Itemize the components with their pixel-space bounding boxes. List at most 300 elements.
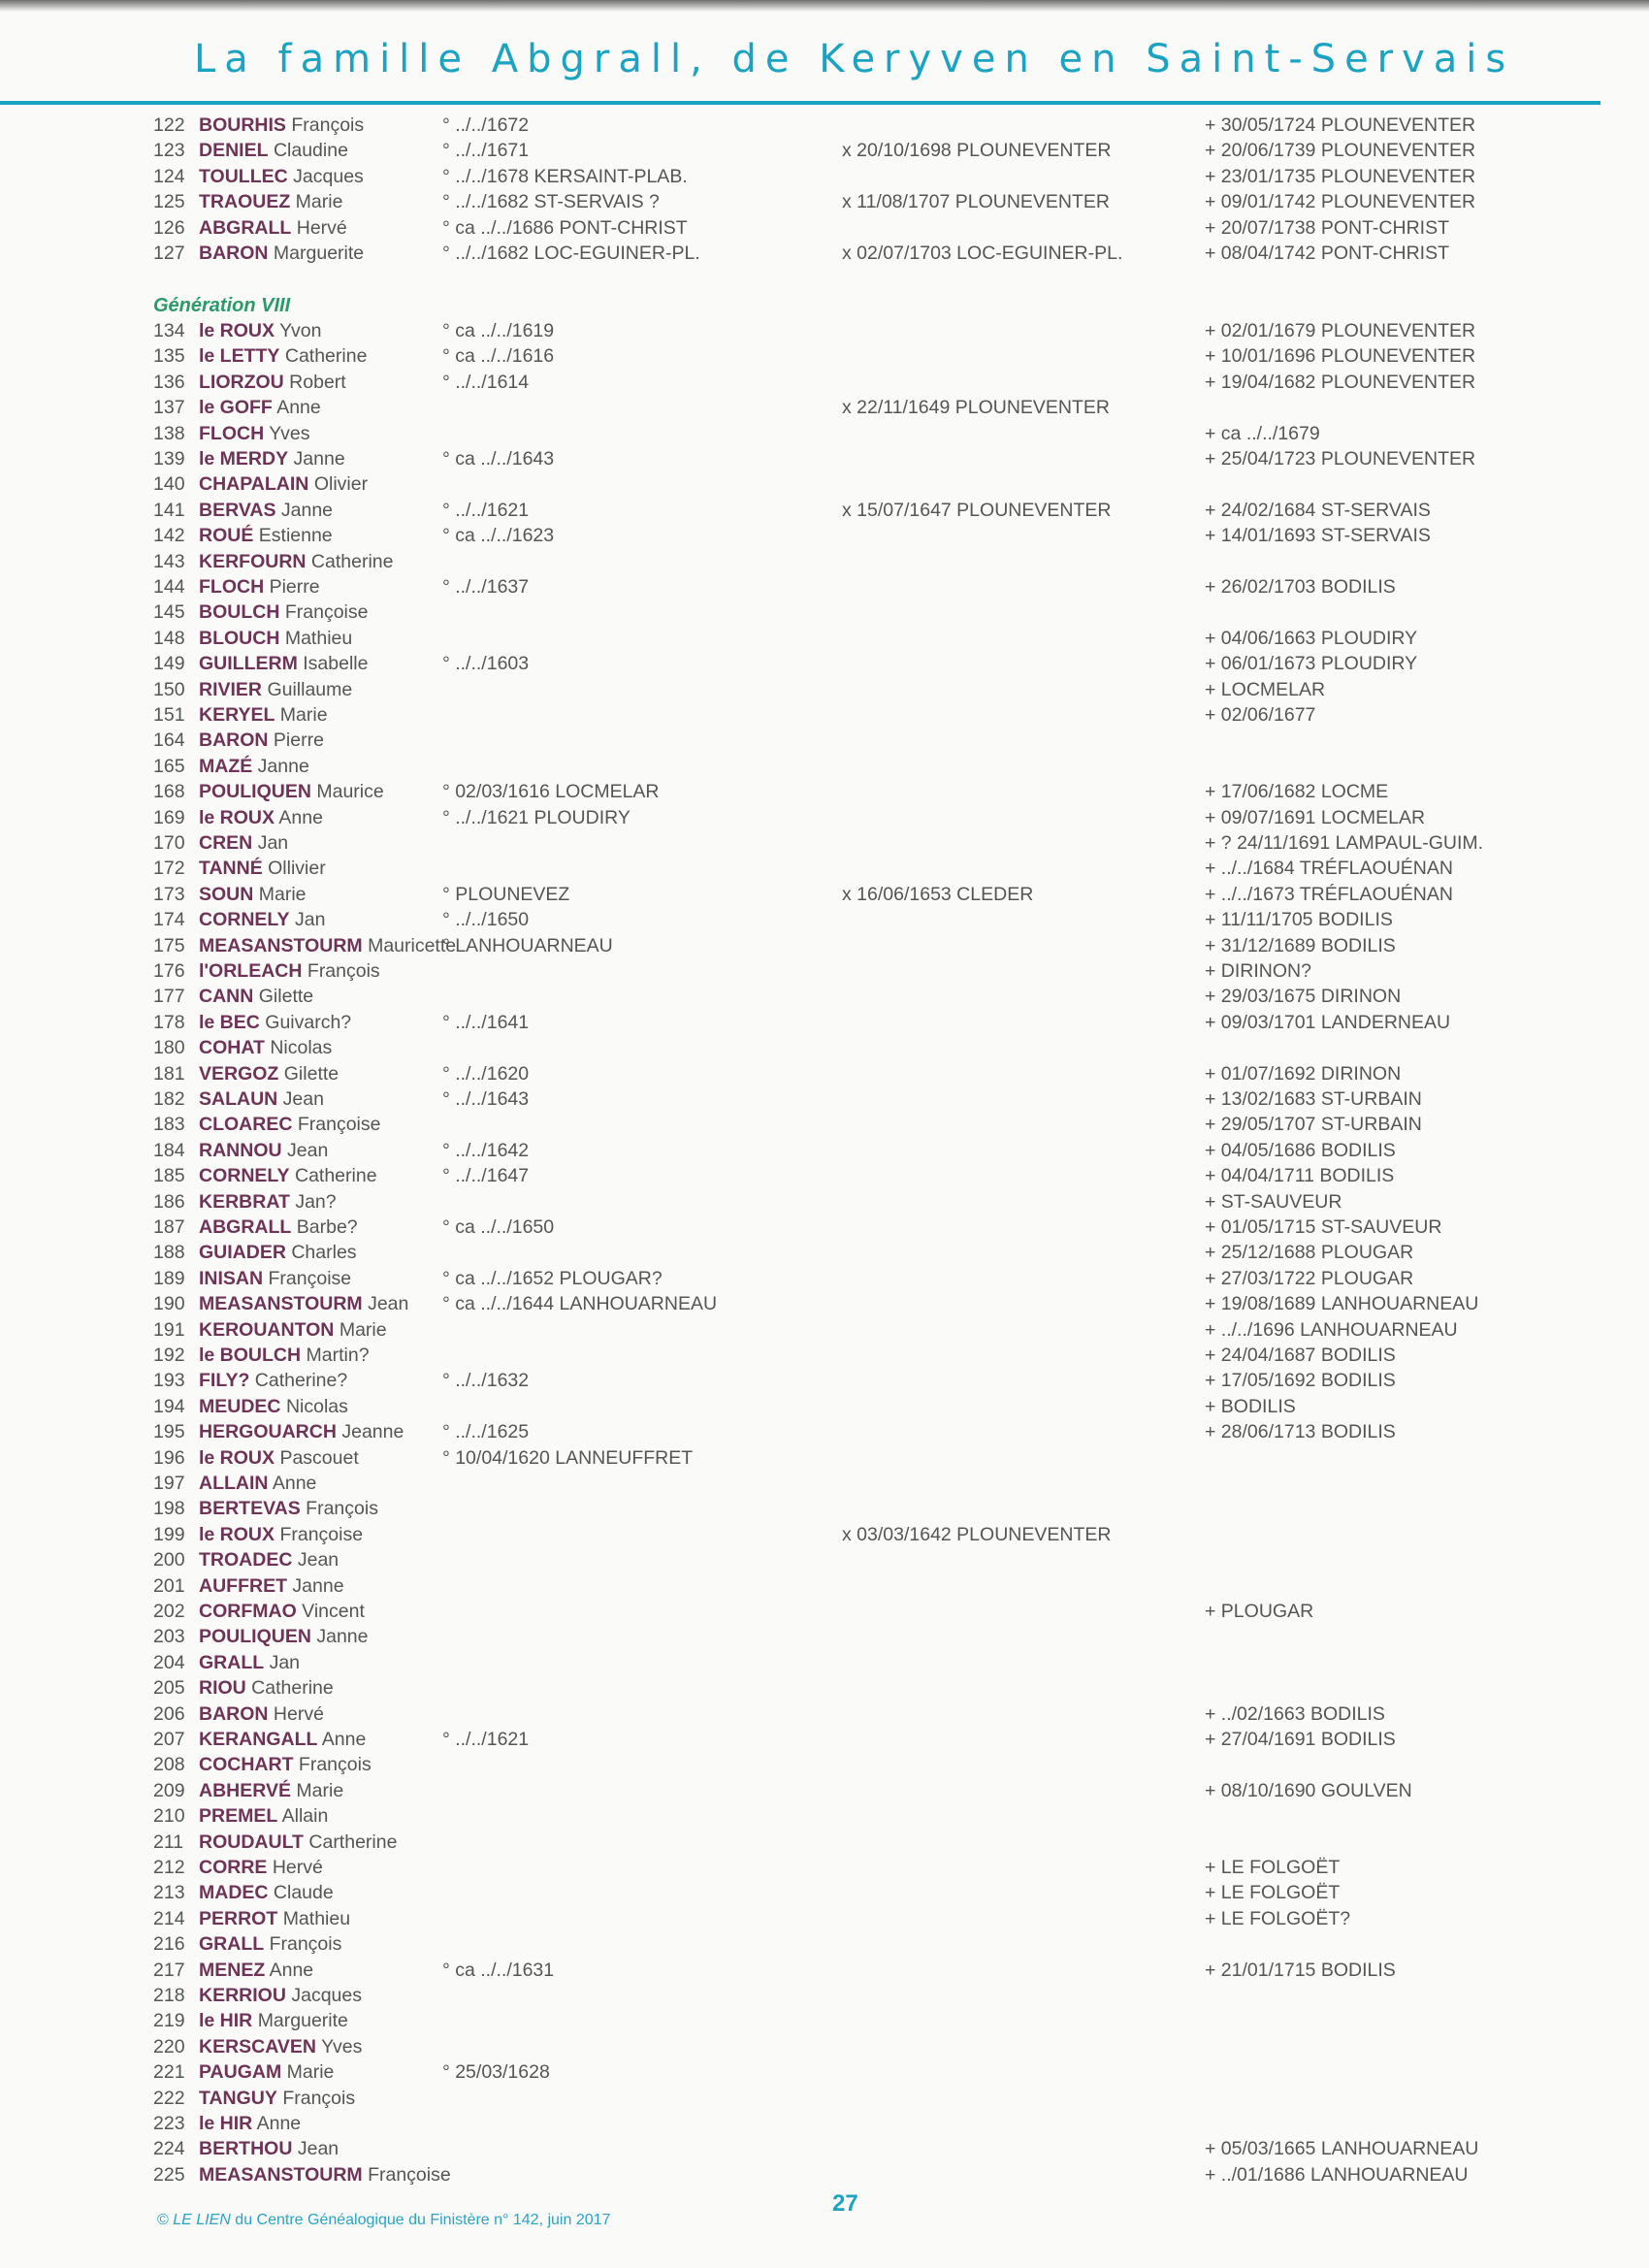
given-name: Jan bbox=[269, 1651, 301, 1673]
birth-info: ° ../../1621 bbox=[442, 499, 530, 521]
given-name: Hervé bbox=[296, 216, 347, 239]
marriage-info: x 16/06/1653 CLEDER bbox=[842, 883, 1034, 905]
death-info: + LOCMELAR bbox=[1205, 678, 1326, 700]
person-name bbox=[199, 1855, 323, 1880]
given-name: Barbe? bbox=[296, 1216, 358, 1238]
given-name: Anne bbox=[256, 2113, 302, 2134]
person-name bbox=[199, 2059, 334, 2085]
person-name bbox=[199, 1317, 387, 1343]
person-name bbox=[199, 1599, 365, 1624]
given-name: François bbox=[298, 1754, 372, 1776]
death-info: + ../../1673 TRÉFLAOUÉNAN bbox=[1205, 883, 1453, 905]
death-info: + ../02/1663 BODILIS bbox=[1205, 1702, 1385, 1725]
death-info: + DIRINON? bbox=[1205, 960, 1311, 982]
given-name: Yvon bbox=[279, 320, 322, 341]
birth-info: ° ../../1671 bbox=[442, 140, 530, 162]
surname: BERTHOU bbox=[199, 2138, 293, 2160]
surname: CLOAREC bbox=[199, 1114, 293, 1136]
surname: SOUN bbox=[199, 883, 254, 905]
person-name bbox=[199, 754, 309, 779]
person-name bbox=[199, 2008, 348, 2033]
given-name: Hervé bbox=[273, 1702, 324, 1725]
given-name: Jacques bbox=[291, 1985, 362, 2006]
birth-info: ° ../../1641 bbox=[442, 1011, 530, 1033]
person-name bbox=[199, 2136, 339, 2161]
death-info: + 30/05/1724 PLOUNEVENTER bbox=[1205, 114, 1476, 136]
person-name bbox=[199, 2111, 301, 2136]
row-number: 144 bbox=[153, 576, 185, 598]
person-name bbox=[199, 549, 393, 574]
death-info: + 05/03/1665 LANHOUARNEAU bbox=[1205, 2138, 1479, 2160]
person-name bbox=[199, 318, 321, 343]
death-info: + 20/07/1738 PONT-CHRIST bbox=[1205, 216, 1449, 239]
surname: TRAOUEZ bbox=[199, 191, 291, 213]
given-name: Claude bbox=[273, 1882, 334, 1904]
person-name bbox=[199, 984, 313, 1009]
publication-details: du Centre Généalogique du Finistère n° 142, juin 2017 bbox=[235, 2212, 611, 2228]
row-number: 139 bbox=[153, 448, 185, 470]
death-info: + 09/01/1742 PLOUNEVENTER bbox=[1205, 191, 1476, 213]
row-number: 221 bbox=[153, 2061, 185, 2084]
death-info: + PLOUGAR bbox=[1205, 1601, 1314, 1622]
death-info: + ../01/1686 LANHOUARNEAU bbox=[1205, 2163, 1469, 2186]
surname: INISAN bbox=[199, 1267, 264, 1289]
surname: CORNELY bbox=[199, 1165, 290, 1187]
death-info: + ? 24/11/1691 LAMPAUL-GUIM. bbox=[1205, 832, 1484, 854]
surname: KERYEL bbox=[199, 704, 275, 726]
row-number: 224 bbox=[153, 2138, 185, 2160]
death-info: + 09/07/1691 LOCMELAR bbox=[1205, 806, 1426, 828]
row-number: 125 bbox=[153, 191, 185, 213]
death-info: + 04/05/1686 BODILIS bbox=[1205, 1139, 1396, 1161]
given-name: Catherine bbox=[310, 550, 394, 572]
person-name bbox=[199, 907, 325, 932]
row-number: 122 bbox=[153, 114, 185, 136]
surname: ALLAIN bbox=[199, 1473, 269, 1494]
person-name bbox=[199, 1675, 334, 1701]
given-name: Marguerite bbox=[257, 2010, 348, 2032]
person-name bbox=[199, 1240, 357, 1265]
birth-info: ° ../../1672 bbox=[442, 114, 530, 136]
marriage-info: x 22/11/1649 PLOUNEVENTER bbox=[842, 397, 1111, 419]
row-number: 124 bbox=[153, 165, 185, 187]
surname: CORNELY bbox=[199, 909, 290, 931]
given-name: Estienne bbox=[258, 525, 333, 547]
row-number: 173 bbox=[153, 883, 185, 905]
surname: MAZÉ bbox=[199, 755, 253, 777]
surname: RIOU bbox=[199, 1677, 246, 1700]
surname: FLOCH bbox=[199, 422, 265, 444]
given-name: Marguerite bbox=[273, 243, 365, 264]
row-number: 205 bbox=[153, 1677, 185, 1700]
marriage-info: x 02/07/1703 LOC-EGUINER-PL. bbox=[842, 243, 1123, 264]
row-number: 213 bbox=[153, 1882, 185, 1904]
given-name: Jean bbox=[282, 1088, 324, 1110]
surname: TROADEC bbox=[199, 1549, 293, 1571]
row-number: 195 bbox=[153, 1421, 185, 1443]
person-name bbox=[199, 1803, 328, 1829]
given-name: Allain bbox=[281, 1805, 329, 1828]
given-name: Pierre bbox=[273, 729, 324, 752]
person-name bbox=[199, 164, 364, 189]
birth-info: ° PLOUNEVEZ bbox=[442, 883, 570, 905]
birth-info: ° ca ../../1686 PONT-CHRIST bbox=[442, 216, 688, 239]
surname: CHAPALAIN bbox=[199, 473, 309, 496]
death-info: + 08/04/1742 PONT-CHRIST bbox=[1205, 243, 1449, 264]
death-info: + 01/07/1692 DIRINON bbox=[1205, 1062, 1402, 1085]
row-number: 142 bbox=[153, 525, 185, 547]
given-name: Gilette bbox=[283, 1062, 340, 1085]
row-number: 220 bbox=[153, 2035, 185, 2057]
row-number: 136 bbox=[153, 371, 185, 393]
death-info: + 14/01/1693 ST-SERVAIS bbox=[1205, 525, 1431, 547]
person-name bbox=[199, 421, 310, 446]
surname: BERTEVAS bbox=[199, 1498, 301, 1520]
person-name bbox=[199, 2162, 451, 2187]
death-info: + LE FOLGOËT? bbox=[1205, 1907, 1351, 1929]
given-name: Françoise bbox=[297, 1114, 381, 1136]
surname: le LETTY bbox=[199, 345, 280, 368]
death-info: + 17/06/1682 LOCME bbox=[1205, 781, 1389, 803]
given-name: Janne bbox=[280, 499, 334, 521]
given-name: Jan bbox=[257, 832, 289, 854]
surname: le ROUX bbox=[199, 320, 275, 341]
surname: BARON bbox=[199, 729, 269, 752]
given-name: Guillaume bbox=[267, 678, 353, 700]
birth-info: ° ca ../../1623 bbox=[442, 525, 555, 547]
person-name bbox=[199, 1931, 341, 1957]
person-name bbox=[199, 1880, 334, 1905]
surname: BLOUCH bbox=[199, 627, 280, 649]
marriage-info: x 11/08/1707 PLOUNEVENTER bbox=[842, 191, 1111, 213]
row-number: 208 bbox=[153, 1754, 185, 1776]
surname: VERGOZ bbox=[199, 1062, 279, 1085]
person-name bbox=[199, 1061, 339, 1086]
death-info: + LE FOLGOËT bbox=[1205, 1857, 1341, 1878]
given-name: Guivarch? bbox=[265, 1011, 352, 1033]
row-number: 127 bbox=[153, 243, 185, 264]
death-info: + 10/01/1696 PLOUNEVENTER bbox=[1205, 345, 1476, 368]
death-info: + 29/03/1675 DIRINON bbox=[1205, 986, 1402, 1008]
row-number: 201 bbox=[153, 1574, 185, 1597]
surname: GRALL bbox=[199, 1651, 265, 1673]
person-name bbox=[199, 1958, 313, 1983]
death-info: + 19/08/1689 LANHOUARNEAU bbox=[1205, 1293, 1479, 1315]
birth-info: ° ca ../../1650 bbox=[442, 1216, 555, 1238]
marriage-info: x 15/07/1647 PLOUNEVENTER bbox=[842, 499, 1112, 521]
given-name: Françoise bbox=[368, 2163, 451, 2186]
row-number: 126 bbox=[153, 216, 185, 239]
death-info: + ../../1696 LANHOUARNEAU bbox=[1205, 1318, 1458, 1341]
row-number: 135 bbox=[153, 345, 185, 368]
surname: PERROT bbox=[199, 1907, 278, 1929]
person-name bbox=[199, 1368, 347, 1393]
death-info: + ca ../../1679 bbox=[1205, 422, 1320, 444]
row-number: 222 bbox=[153, 2087, 185, 2109]
birth-info: ° ../../1621 PLOUDIRY bbox=[442, 806, 630, 828]
death-info: + 08/10/1690 GOULVEN bbox=[1205, 1779, 1412, 1801]
person-name bbox=[199, 933, 456, 958]
surname: KERBRAT bbox=[199, 1190, 290, 1213]
person-name bbox=[199, 805, 323, 830]
birth-info: ° ca ../../1652 PLOUGAR? bbox=[442, 1267, 663, 1289]
surname: PREMEL bbox=[199, 1805, 278, 1828]
surname: BARON bbox=[199, 1702, 269, 1725]
person-name bbox=[199, 1445, 359, 1471]
death-info: + 09/03/1701 LANDERNEAU bbox=[1205, 1011, 1451, 1033]
surname: LIORZOU bbox=[199, 371, 284, 393]
surname: MEUDEC bbox=[199, 1395, 281, 1417]
person-name bbox=[199, 1496, 378, 1521]
given-name: Anne bbox=[278, 806, 323, 828]
surname: le HIR bbox=[199, 2113, 253, 2134]
surname: AUFFRET bbox=[199, 1574, 287, 1597]
row-number: 168 bbox=[153, 781, 185, 803]
given-name: Catherine? bbox=[254, 1370, 348, 1392]
given-name: Françoise bbox=[268, 1267, 352, 1289]
footer-credit bbox=[157, 2212, 610, 2229]
surname: KERANGALL bbox=[199, 1729, 318, 1750]
person-name bbox=[199, 1547, 339, 1572]
row-number: 138 bbox=[153, 422, 185, 444]
birth-info: ° ../../1643 bbox=[442, 1088, 530, 1110]
surname: BERVAS bbox=[199, 499, 276, 521]
row-number: 169 bbox=[153, 806, 185, 828]
birth-info: ° ../../1603 bbox=[442, 653, 530, 675]
given-name: Janne bbox=[257, 755, 309, 777]
person-name bbox=[199, 1010, 351, 1035]
row-number: 181 bbox=[153, 1062, 185, 1085]
surname: KEROUANTON bbox=[199, 1318, 335, 1341]
row-number: 203 bbox=[153, 1626, 185, 1648]
given-name: Jean bbox=[368, 1293, 409, 1315]
surname: MADEC bbox=[199, 1882, 269, 1904]
birth-info: ° ../../1682 LOC-EGUINER-PL. bbox=[442, 243, 700, 264]
death-info: + 13/02/1683 ST-URBAIN bbox=[1205, 1088, 1422, 1110]
person-name bbox=[199, 189, 342, 214]
birth-info: ° ../../1682 ST-SERVAIS ? bbox=[442, 191, 660, 213]
row-number: 123 bbox=[153, 140, 185, 162]
row-number: 218 bbox=[153, 1985, 185, 2006]
person-name bbox=[199, 1752, 372, 1777]
given-name: Yves bbox=[321, 2035, 363, 2057]
death-info: + 17/05/1692 BODILIS bbox=[1205, 1370, 1396, 1392]
row-number: 180 bbox=[153, 1037, 185, 1059]
person-name bbox=[199, 1727, 366, 1752]
birth-info: ° ../../1620 bbox=[442, 1062, 530, 1085]
surname: POULIQUEN bbox=[199, 1626, 311, 1648]
given-name: Charles bbox=[291, 1242, 357, 1264]
person-name bbox=[199, 677, 352, 702]
death-info: + 20/06/1739 PLOUNEVENTER bbox=[1205, 140, 1476, 162]
given-name: Jan bbox=[294, 909, 326, 931]
given-name: Janne bbox=[316, 1626, 369, 1648]
person-name bbox=[199, 343, 367, 369]
surname: BOURHIS bbox=[199, 114, 286, 136]
surname: MEASANSTOURM bbox=[199, 934, 363, 956]
given-name: Marie bbox=[295, 191, 343, 213]
surname: ROUÉ bbox=[199, 525, 254, 547]
person-name bbox=[199, 651, 368, 676]
person-name bbox=[199, 1394, 348, 1419]
person-name bbox=[199, 523, 333, 548]
surname: TANNÉ bbox=[199, 858, 263, 880]
row-number: 188 bbox=[153, 1242, 185, 1264]
row-number: 190 bbox=[153, 1293, 185, 1315]
death-info: + LE FOLGOËT bbox=[1205, 1882, 1341, 1904]
row-number: 164 bbox=[153, 729, 185, 752]
person-name bbox=[199, 702, 328, 728]
row-number: 187 bbox=[153, 1216, 185, 1238]
given-name: Isabelle bbox=[303, 653, 369, 675]
birth-info: ° ../../1642 bbox=[442, 1139, 530, 1161]
given-name: Pascouet bbox=[279, 1446, 359, 1469]
person-name bbox=[199, 1830, 397, 1855]
given-name: Catherine bbox=[284, 345, 368, 368]
given-name: François bbox=[307, 960, 380, 982]
given-name: François bbox=[291, 114, 365, 136]
row-number: 191 bbox=[153, 1318, 185, 1341]
given-name: François bbox=[269, 1933, 342, 1956]
person-name bbox=[199, 1163, 377, 1188]
given-name: Pierre bbox=[269, 576, 320, 598]
given-name: Jean bbox=[297, 2138, 340, 2160]
given-name: Robert bbox=[289, 371, 346, 393]
given-name: Jacques bbox=[293, 165, 364, 187]
surname: COCHART bbox=[199, 1754, 294, 1776]
given-name: Claudine bbox=[273, 140, 348, 162]
given-name: Anne bbox=[321, 1729, 367, 1750]
given-name: Mathieu bbox=[284, 627, 353, 649]
birth-info: ° ../../1678 KERSAINT-PLAB. bbox=[442, 165, 688, 187]
given-name: Anne bbox=[276, 397, 321, 419]
person-name bbox=[199, 728, 324, 753]
row-number: 183 bbox=[153, 1114, 185, 1136]
surname: FLOCH bbox=[199, 576, 265, 598]
row-number: 149 bbox=[153, 653, 185, 675]
surname: le ROUX bbox=[199, 806, 275, 828]
surname: GRALL bbox=[199, 1933, 265, 1956]
birth-info: ° ca ../../1619 bbox=[442, 320, 555, 341]
person-name bbox=[199, 395, 321, 420]
row-number: 223 bbox=[153, 2113, 185, 2134]
person-name bbox=[199, 2086, 355, 2111]
given-name: Marie bbox=[296, 1779, 344, 1801]
given-name: Françoise bbox=[279, 1523, 364, 1545]
given-name: Mathieu bbox=[282, 1907, 351, 1929]
death-info: + 25/04/1723 PLOUNEVENTER bbox=[1205, 448, 1476, 470]
row-number: 184 bbox=[153, 1139, 185, 1161]
person-name bbox=[199, 626, 352, 651]
death-info: + 01/05/1715 ST-SAUVEUR bbox=[1205, 1216, 1442, 1238]
given-name: Nicolas bbox=[285, 1395, 348, 1417]
page-title: La famille Abgrall, de Keryven en Saint-Servais bbox=[194, 37, 1515, 81]
surname: RIVIER bbox=[199, 678, 263, 700]
row-number: 207 bbox=[153, 1729, 185, 1750]
row-number: 137 bbox=[153, 397, 185, 419]
person-name bbox=[199, 779, 384, 804]
given-name: Marie bbox=[258, 883, 307, 905]
birth-info: ° 02/03/1616 LOCMELAR bbox=[442, 781, 660, 803]
surname: CORFMAO bbox=[199, 1601, 297, 1622]
row-number: 210 bbox=[153, 1805, 185, 1828]
publication-name: LE LIEN bbox=[173, 2212, 231, 2228]
birth-info: ° ../../1647 bbox=[442, 1165, 530, 1187]
person-name bbox=[199, 1983, 362, 2008]
person-name bbox=[199, 1215, 358, 1240]
generation-heading: Génération VIII bbox=[153, 295, 291, 316]
row-number: 150 bbox=[153, 678, 185, 700]
row-number: 177 bbox=[153, 986, 185, 1008]
page-number: 27 bbox=[832, 2190, 858, 2217]
given-name: Martin? bbox=[306, 1345, 370, 1366]
surname: TOULLEC bbox=[199, 165, 288, 187]
surname: KERRIOU bbox=[199, 1985, 286, 2006]
surname: KERSCAVEN bbox=[199, 2035, 316, 2057]
person-name bbox=[199, 370, 346, 395]
given-name: Yves bbox=[269, 422, 310, 444]
person-name bbox=[199, 1650, 300, 1675]
death-info: + 26/02/1703 BODILIS bbox=[1205, 576, 1396, 598]
person-name bbox=[199, 498, 333, 523]
person-name bbox=[199, 241, 364, 266]
birth-info: ° LANHOUARNEAU bbox=[442, 934, 613, 956]
surname: COHAT bbox=[199, 1037, 265, 1059]
surname: le HIR bbox=[199, 2010, 253, 2032]
person-name bbox=[199, 1471, 316, 1496]
death-info: + 02/06/1677 bbox=[1205, 704, 1316, 726]
person-name bbox=[199, 1624, 369, 1649]
given-name: Jan? bbox=[295, 1190, 337, 1213]
death-info: + 02/01/1679 PLOUNEVENTER bbox=[1205, 320, 1476, 341]
person-name bbox=[199, 1086, 324, 1112]
row-number: 199 bbox=[153, 1523, 185, 1545]
person-name bbox=[199, 1291, 408, 1316]
row-number: 175 bbox=[153, 934, 185, 956]
row-number: 170 bbox=[153, 832, 185, 854]
birth-info: ° ../../1637 bbox=[442, 576, 530, 598]
row-number: 204 bbox=[153, 1651, 185, 1673]
birth-info: ° ca ../../1616 bbox=[442, 345, 555, 368]
given-name: Maurice bbox=[316, 781, 384, 803]
surname: le ROUX bbox=[199, 1446, 275, 1469]
person-name bbox=[199, 138, 348, 163]
person-name bbox=[199, 882, 307, 907]
surname: CREN bbox=[199, 832, 253, 854]
surname: GUILLERM bbox=[199, 653, 298, 675]
death-info: + BODILIS bbox=[1205, 1395, 1296, 1417]
death-info: + 27/03/1722 PLOUGAR bbox=[1205, 1267, 1414, 1289]
birth-info: ° ca ../../1644 LANHOUARNEAU bbox=[442, 1293, 718, 1315]
row-number: 176 bbox=[153, 960, 185, 982]
row-number: 172 bbox=[153, 858, 185, 880]
person-name bbox=[199, 1573, 344, 1599]
row-number: 174 bbox=[153, 909, 185, 931]
surname: le BOULCH bbox=[199, 1345, 302, 1366]
surname: FILY? bbox=[199, 1370, 250, 1392]
surname: TANGUY bbox=[199, 2087, 277, 2109]
surname: KERFOURN bbox=[199, 550, 307, 572]
given-name: Catherine bbox=[251, 1677, 334, 1700]
person-name bbox=[199, 856, 326, 881]
row-number: 185 bbox=[153, 1165, 185, 1187]
given-name: Cartherine bbox=[308, 1831, 398, 1853]
given-name: Catherine bbox=[294, 1165, 377, 1187]
row-number: 214 bbox=[153, 1907, 185, 1929]
surname: le GOFF bbox=[199, 397, 273, 419]
given-name: Olivier bbox=[313, 473, 369, 496]
given-name: Anne bbox=[269, 1959, 314, 1981]
